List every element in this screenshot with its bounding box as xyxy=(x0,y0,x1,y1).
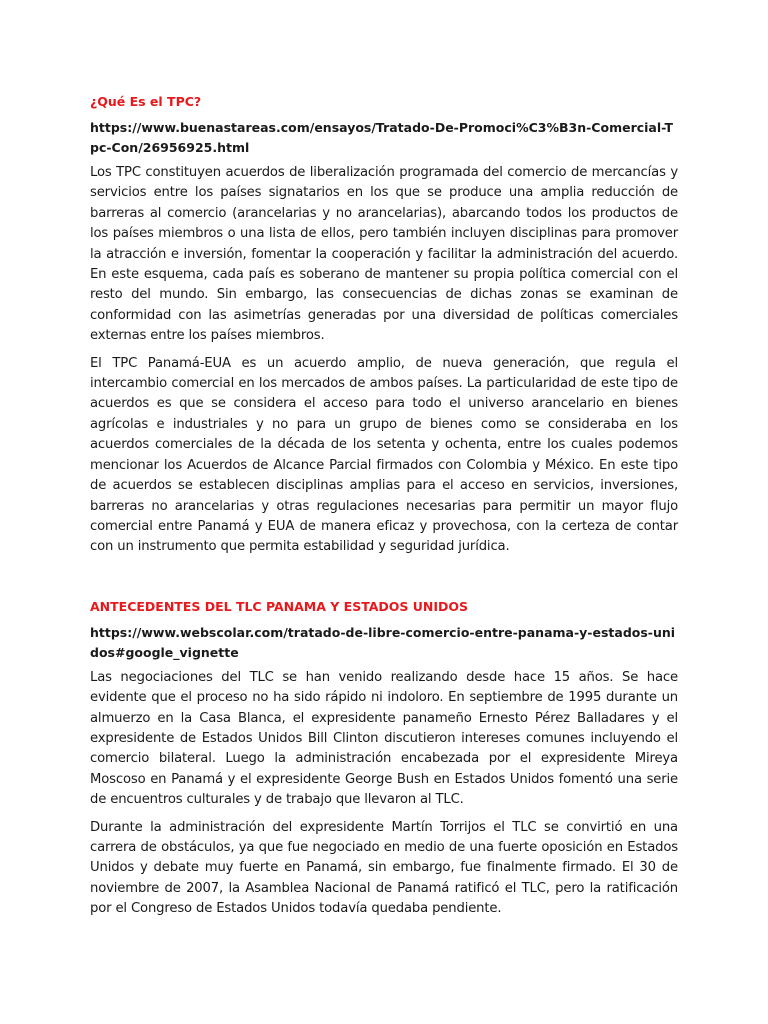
paragraph: Las negociaciones del TLC se han venido realizando desde hace 15 años. Se hace evidente que el proceso no ha sido rápido ni indoloro. En septiembre de 1995 durante un almuerzo en la Casa Blanca, el expresidente panameño Ernesto Pérez Balladares y el expresidente de Estados Unidos Bill Clinton discutieron intereses comunes incluyendo el comercio bilateral. Luego la administración encabezada por el expresidente Mireya Moscoso en Panamá y el expresidente George Bush en Estados Unidos fomentó una serie de encuentros culturales y de trabajo que llevaron al TLC. xyxy=(90,669,678,808)
source-url: https://www.webscolar.com/tratado-de-libre-comercio-entre-panama-y-estados-unidos#google_vignette xyxy=(90,624,676,660)
source-url: https://www.buenastareas.com/ensayos/Tratado-De-Promoci%C3%B3n-Comercial-Tpc-Con/26956925.html xyxy=(90,120,674,155)
section-spacer xyxy=(90,565,678,597)
section-que-es-tpc xyxy=(90,92,678,558)
section-antecedentes xyxy=(90,597,678,920)
section-heading: ANTECEDENTES DEL TLC PANAMA Y ESTADOS UNIDOS xyxy=(90,598,469,614)
paragraph: Los TPC constituyen acuerdos de liberalización programada del comercio de mercancías y servicios entre los países signatarios en los que se produce una amplia reducción de barreras al comercio (arancelarias y no arancelarias), abarcando todos los productos de los países miembros o una lista de ellos, pero también incluyen disciplinas para promover la atracción e inversión, fomentar la cooperación y facilitar la administración del acuerdo. En este esquema, cada país es soberano de mantener su propia política comercial con el resto del mundo. Sin embargo, las consecuencias de dichas zonas se examinan de conformidad con las asimetrías generadas por una diversidad de políticas comerciales externas entre los países miembros. xyxy=(90,165,678,344)
document-page xyxy=(90,92,678,927)
paragraph: Durante la administración del expresidente Martín Torrijos el TLC se convirtió en una carrera de obstáculos, ya que fue negociado en medio de una fuerte oposición en Estados Unidos y debate muy fuerte en Panamá, sin embargo, fue finalmente firmado. El 30 de noviembre de 2007, la Asamblea Nacional de Panamá ratificó el TLC, pero la ratificación por el Congreso de Estados Unidos todavía quedaba pendiente. xyxy=(90,819,678,917)
section-heading: ¿Qué Es el TPC? xyxy=(90,94,202,109)
paragraph: El TPC Panamá-EUA es un acuerdo amplio, de nueva generación, que regula el intercambio comercial en los mercados de ambos países. La particularidad de este tipo de acuerdos es que se considera el acceso para todo el universo arancelario en bienes agrícolas e industriales y no para un grupo de bienes como se consideraba en los acuerdos comerciales de la década de los setenta y ochenta, entre los cuales podemos mencionar los Acuerdos de Alcance Parcial firmados con Colombia y México. En este tipo de acuerdos se establecen disciplinas amplias para el acceso en servicios, inversiones, barreras no arancelarias y otras regulaciones necesarias para permitir un mayor flujo comercial entre Panamá y EUA de manera eficaz y provechosa, con la certeza de contar con un instrumento que permita estabilidad y seguridad jurídica. xyxy=(90,355,678,555)
